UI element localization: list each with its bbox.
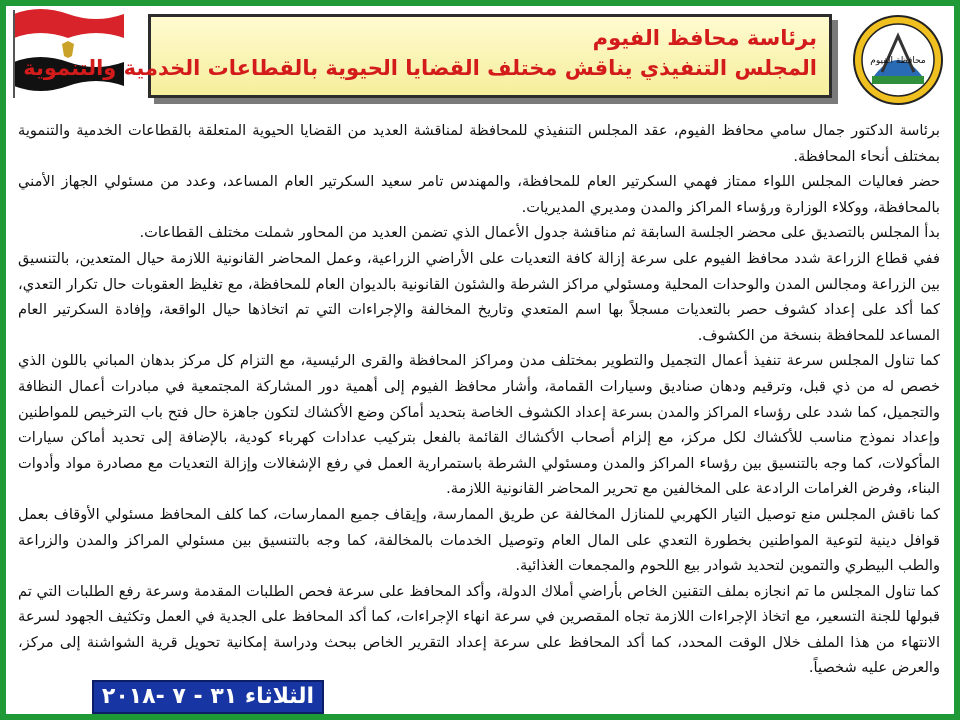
logo-text: محافظة الفيوم <box>870 56 926 66</box>
egypt-flag-image <box>10 4 128 100</box>
header-title-line-2: المجلس التنفيذي يناقش مختلف القضايا الحيوية بالقطاعات الخدمية والتنموية <box>23 56 817 80</box>
article-body <box>18 118 940 706</box>
article-paragraph: بدأ المجلس بالتصديق على محضر الجلسة السابقة ثم مناقشة جدول الأعمال الذي تضمن العديد من المحاور شملت مختلف القطاعات. <box>139 224 940 242</box>
fayoum-governorate-logo <box>852 14 944 106</box>
article-paragraph: كما تناول المجلس ما تم انجازه بملف التقنين الخاص بأراضي أملاك الدولة، وأكد المحافظ على سرعة فحص الطلبات المقدمة وسرعة رفع الطلبات التي تم قبولها للجنة التسعير، مع اتخاذ الإجراءات اللازمة تجاه المقصرين في سرعة انهاء الإجراءات، كما أكد المحافظ على الجدية في العمل وتكثيف الجهود لسرعة الانتهاء من هذا الملف خلال الوقت المحدد، كما أكد المحافظ على سرعة إعداد التقرير الخاص ببحث ودراسة إمكانية تحويل قرية الشواشنة إلى مركز، والعرض عليه شخصياً. <box>18 582 940 677</box>
article-paragraph: حضر فعاليات المجلس اللواء ممتاز فهمي السكرتير العام للمحافظة، والمهندس تامر سعيد السكرتير العام المساعد، وعدد من مسئولي الجهاز الأمني بالمحافظة، ووكلاء الوزارة ورؤساء المراكز والمدن ومديري المديريات. <box>18 173 940 216</box>
date-badge: الثلاثاء ٣١ - ٧ -٢٠١٨ <box>92 680 324 714</box>
article-paragraph: كما ناقش المجلس منع توصيل التيار الكهربي للمنازل المخالفة عن طريق الممارسة، وإيقاف جميع الممارسات، كما كلف المحافظ مسئولي الأوقاف بعمل قوافل دينية لتوعية المواطنين بخطورة التعدي على المال العام وتوصيل الخدمات بالمخالفة، كما وجه بالتنسيق بين مسئولي المراكز والمدن والزراعة والطب البيطري والتموين لتحديد شوادر بيع اللحوم والمجمعات الغذائية. <box>18 505 940 575</box>
article-paragraph: برئاسة الدكتور جمال سامي محافظ الفيوم، عقد المجلس التنفيذي للمحافظة لمناقشة العديد من القضايا الحيوية المتعلقة بالقطاعات الخدمية والتنموية بمختلف أنحاء المحافظة. <box>18 122 940 165</box>
header-title-box <box>23 14 832 98</box>
article-paragraph: ففي قطاع الزراعة شدد محافظ الفيوم على سرعة إزالة كافة التعديات على الأراضي الزراعية، وعمل المحاضر القانونية اللازمة حيال المتعدين، بالتنسيق بين الزراعة ومجالس المدن والوحدات المحلية ومسئولي مراكز الشرطة والشئون القانونية بالديوان العام للمحافظة، مع تغليظ العقوبات حال تكرار التعدي، كما أكد على إعداد كشوف حصر بالتعديات مسجلاً بها اسم المتعدي وتاريخ المخالفة والإجراءات التي تم اتخاذها حيال الواقعة، وإفادة السكرتير العام المساعد للمحافظة بنسخة من الكشوف. <box>18 249 940 344</box>
header-title-line-1: برئاسة محافظ الفيوم <box>592 26 817 50</box>
article-paragraph: كما تناول المجلس سرعة تنفيذ أعمال التجميل والتطوير بمختلف مدن ومراكز المحافظة والقرى الرئيسية، مع التزام كل مركز بدهان المباني باللون الذي خصص له من ذي قبل، وترقيم ودهان صناديق وسيارات القمامة، وأشار محافظ الفيوم إلى أهمية دور المشاركة المجتمعية في مبادرات أعمال النظافة والتجميل، كما شدد على رؤساء المراكز والمدن بسرعة إعداد الكشوف الخاصة بتحديد أماكن وضع الأكشاك لتكون جاهزة حال فتح باب الترخيص للمواطنين وإعداد نموذج مناسب للأكشاك لكل مركز، مع إلزام أصحاب الأكشاك القائمة بالفعل بتركيب عدادات كهرباء كودية، بالإضافة إلى تحديد أماكن سيارات المأكولات، كما وجه بالتنسيق بين رؤساء المراكز والمدن ومسئولي الشرطة باستمرارية العمل في رفع الإشغالات وإزالة التعديات مع مصادرة مواد وأدوات البناء، وفرض الغرامات الرادعة على المخالفين مع تحرير المحاضر القانونية اللازمة. <box>18 352 940 498</box>
